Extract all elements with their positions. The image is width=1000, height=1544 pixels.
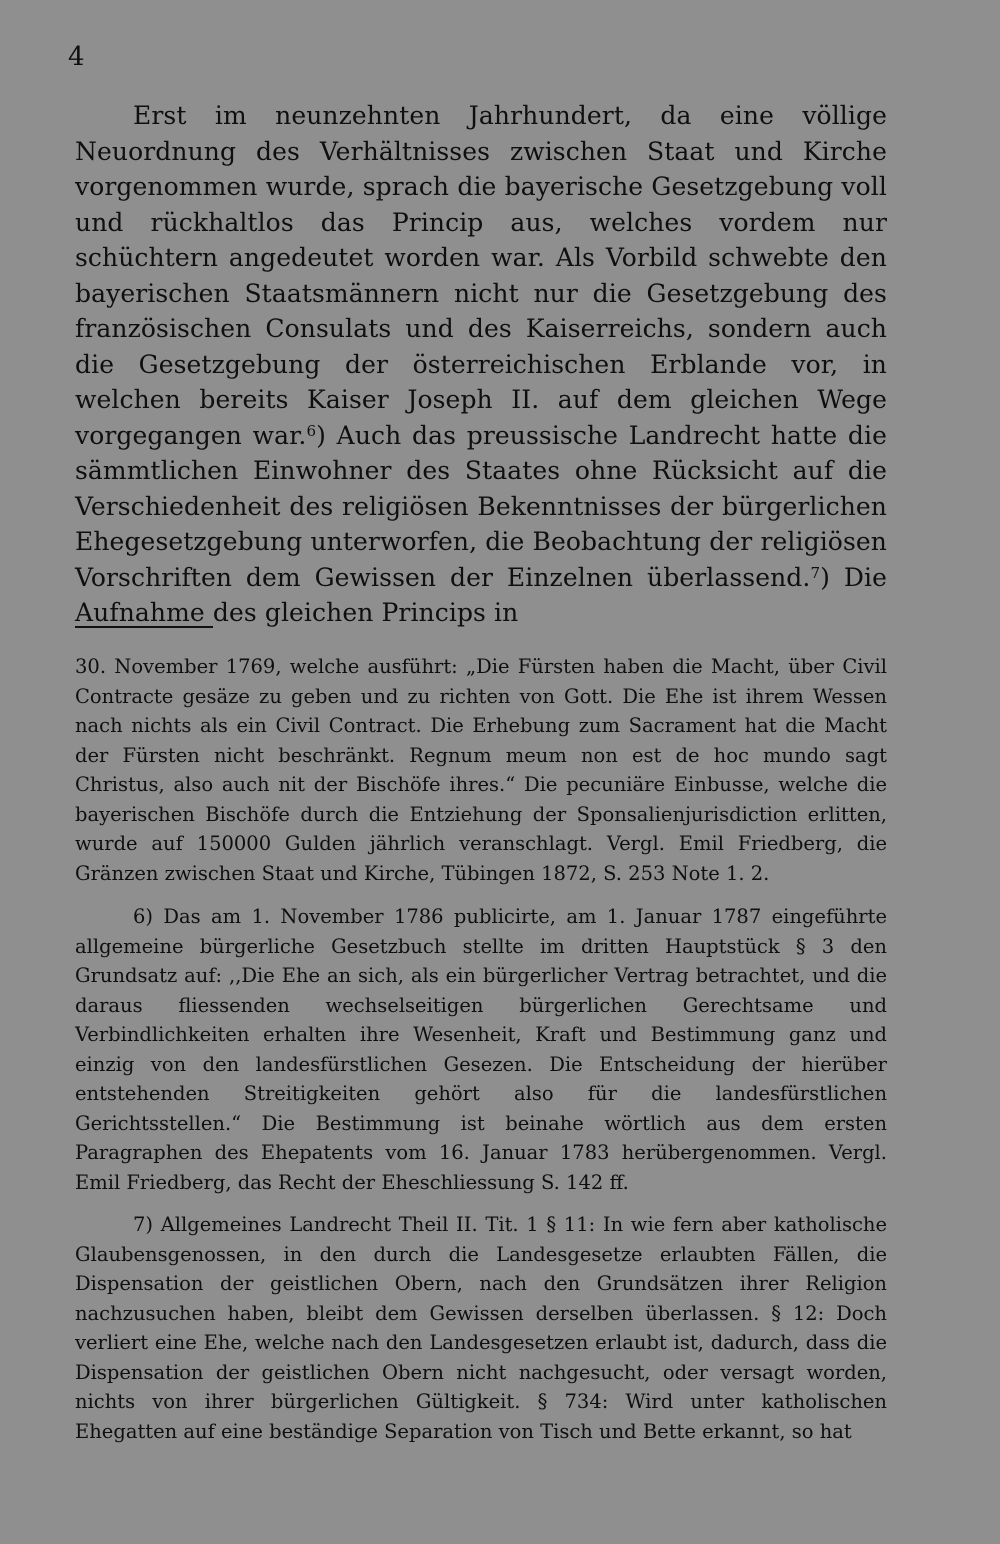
footnote-ref-7: 7 — [810, 563, 821, 582]
footnotes — [75, 652, 887, 1446]
footnote-continued: 30. November 1769, welche ausführt: „Die Fürsten haben die Macht, über Civil Contracte gesäze zu geben und zu richten von Gott. Die Ehe ist ihrem Wessen nach nichts als ein Civil Contract. Die Erhebung zum Sacrament hat die Macht der Fürsten nicht beschränkt. Regnum meum non est de hoc mundo sagt Christus, also auch nit der Bischöfe ihres.“ Die pecuniäre Einbusse, welche die bayerischen Bischöfe durch die Entziehung der Sponsalienjurisdiction erlitten, wurde auf 150000 Gulden jährlich veranschlagt. Vergl. Emil Friedberg, die Gränzen zwischen Staat und Kirche, Tübingen 1872, S. 253 Note 1. 2. — [75, 655, 887, 885]
footnote-6: 6) Das am 1. November 1786 publicirte, am 1. Januar 1787 eingeführte allgemeine bürgerliche Gesetzbuch stellte im dritten Hauptstück § 3 den Grundsatz auf: ,,Die Ehe an sich, als ein bürgerlicher Vertrag betrachtet, und die daraus fliessenden wechselseitigen bürgerlichen Gerechtsame und Verbindlichkeiten erhalten ihre Wesenheit, Kraft und Bestimmung ganz und einzig von den landesfürstlichen Gesezen. Die Entscheidung der hierüber entstehenden Streitigkeiten gehört also für die landesfürstlichen Gerichtsstellen.“ Die Bestimmung ist beinahe wörtlich aus dem ersten Paragraphen des Ehepatents vom 16. Januar 1783 herübergenommen. Vergl. Emil Friedberg, das Recht der Eheschliessung S. 142 ff. — [75, 905, 887, 1194]
footnote-7: 7) Allgemeines Landrecht Theil II. Tit. 1 § 11: In wie fern aber katholische Glaubensgenossen, in den durch die Landesgesetze erlaubten Fällen, die Dispensation der geistlichen Obern, nach den Grundsätzen ihrer Religion nachzusuchen haben, bleibt dem Gewissen derselben überlassen. § 12: Doch verliert eine Ehe, welche nach den Landesgesetzen erlaubt ist, dadurch, dass die Dispensation der geistlichen Obern nicht nachgesucht, oder versagt worden, nichts von ihrer bürgerlichen Gültigkeit. § 734: Wird unter katholischen Ehegatten auf eine beständige Separation von Tisch und Bette erkannt, so hat — [75, 1213, 887, 1443]
main-text-part-1: Erst im neunzehnten Jahrhundert, da eine völlige Neuordnung des Verhältnisses zwischen Staat und Kirche vorgenommen wurde, sprach die bayerische Gesetzgebung voll und rückhaltlos das Princip aus, welches vordem nur schüchtern angedeutet worden war. Als Vorbild schwebte den bayerischen Staatsmännern nicht nur die Gesetzgebung des französischen Consulats und des Kaiserreichs, sondern auch die Gesetzgebung der österreichischen Erblande vor, in welchen bereits Kaiser Joseph II. auf dem gleichen Wege vorgegangen war. — [75, 101, 887, 450]
main-text-part-2: ) Auch das preussische Landrecht hatte die sämmtlichen Einwohner des Staates ohne Rücksicht auf die Verschiedenheit des religiösen Bekenntnisses der bürgerlichen Ehegesetzgebung unterworfen, die Beobachtung der religiösen Vorschriften dem Gewissen der Einzelnen überlassend. — [75, 420, 887, 592]
main-paragraph — [75, 98, 887, 631]
footnote-separator — [75, 626, 213, 628]
footnote-ref-6: 6 — [306, 421, 317, 440]
main-text-part-3: ) Die Aufnahme des gleichen Princips in — [75, 562, 887, 627]
page-number: 4 — [68, 42, 85, 72]
